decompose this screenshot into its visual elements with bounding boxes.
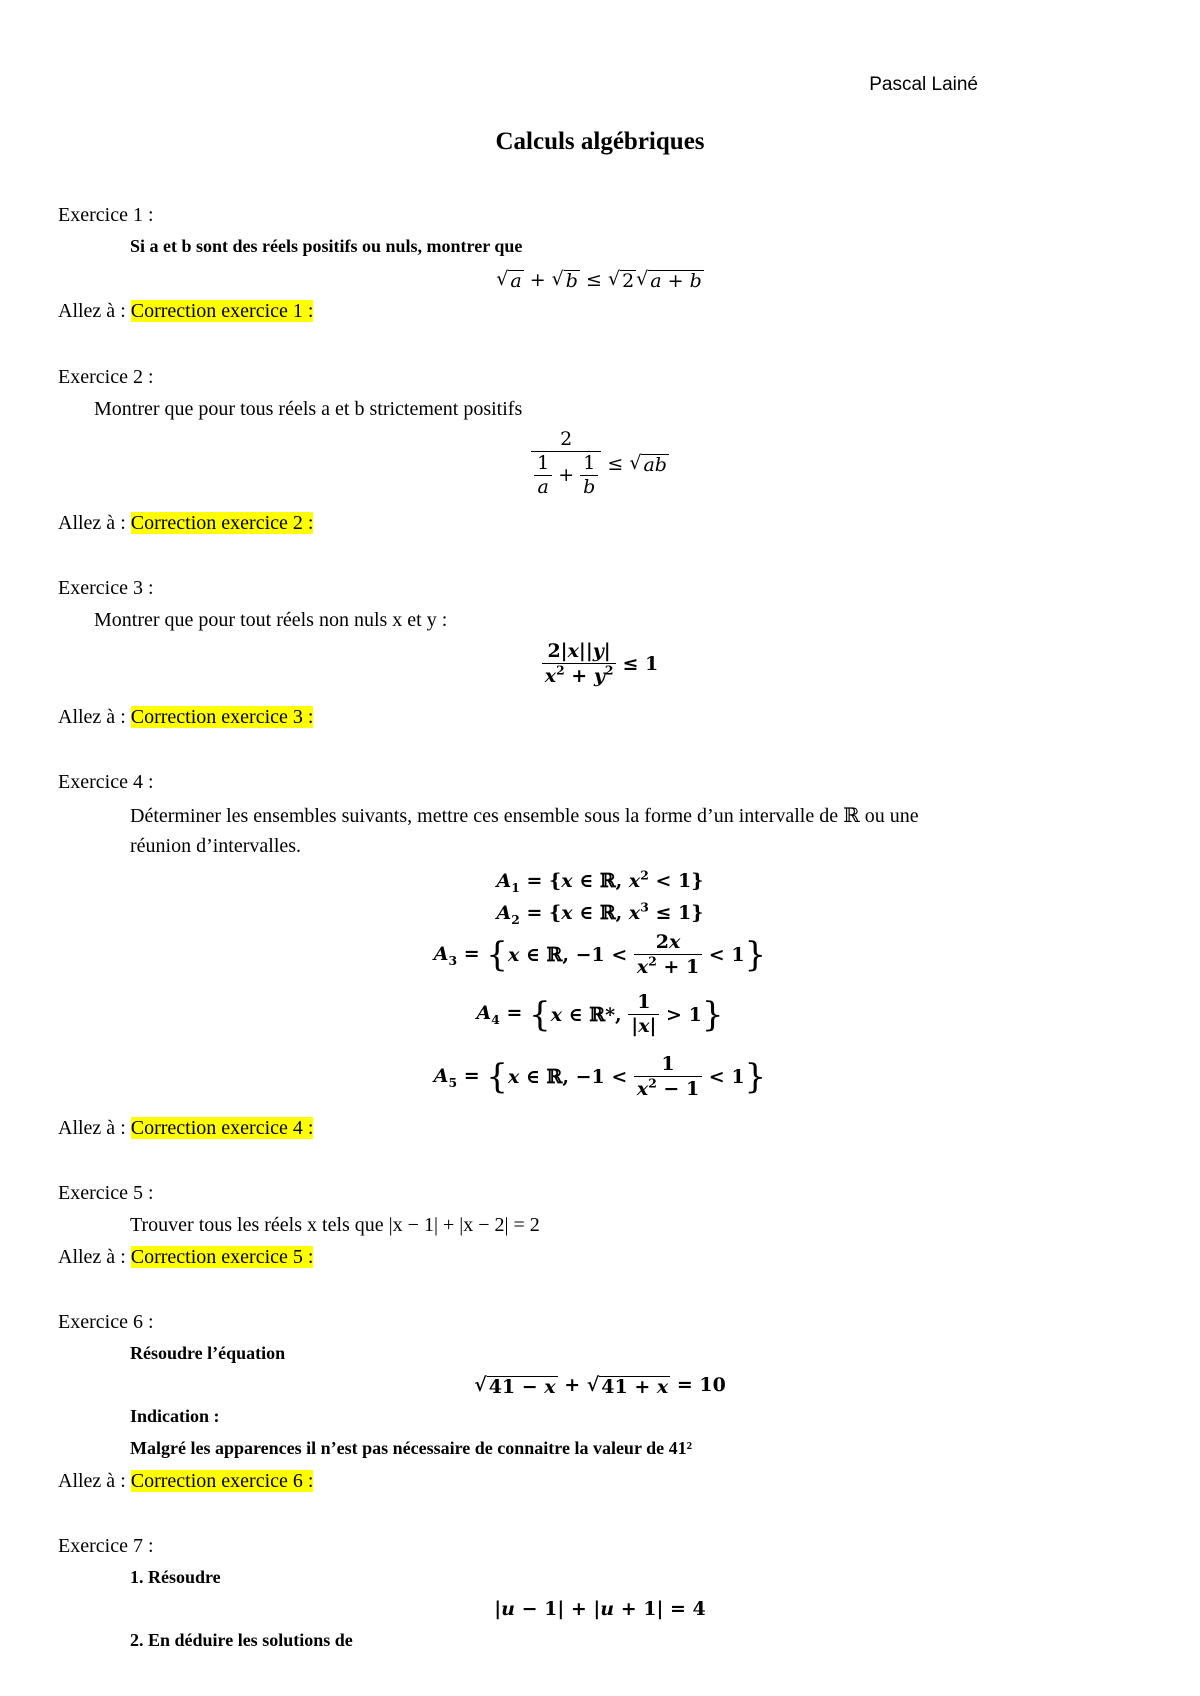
exercise-3-formula: $\frac{2|x||y|}{x^2 + y^2}$ ≤ 1 [0,640,1200,688]
exercise-2-statement: Montrer que pour tous réels a et b strictement positifs [94,398,523,420]
set-a1: $A_1 = \{x$ ∈ ℝ, $x^2 < 1$} [496,868,704,896]
exercise-1-statement: Si a et b sont des réels positifs ou nuls, montrer que [130,236,523,256]
exercise-7-formula: |u − 1| + |u + 1| = 4 [494,1598,706,1620]
exercise-6-heading: Exercice 6 : [58,1311,154,1333]
exercise-6-hint: Malgré les apparences il n’est pas nécessaire de connaitre la valeur de 41² [130,1438,693,1458]
set-a5: $A_5$ = { x ∈ ℝ, −1 < $\frac{1}{x^2 - 1}$ < 1 } [433,1053,767,1101]
exercise-1-formula: √ a + √ b ≤ √ 2 √ a + b [496,268,702,292]
set-a3: $A_3$ = { x ∈ ℝ, −1 < $\frac{2x}{x^2 + 1}$ < 1 } [433,931,767,979]
exercise-4-heading: Exercice 4 : [58,771,154,793]
set-a4: $A_4$ = { x ∈ ℝ*, $\frac{1}{|x|}$ > 1 } [476,991,724,1037]
author-name: Pascal Lainé [869,74,978,95]
correction-link-6[interactable]: Correction exercice 6 : [130,1470,314,1492]
exercise-6-hint-label: Indication : [130,1406,220,1426]
exercise-2-heading: Exercice 2 : [58,366,154,388]
correction-link-5[interactable]: Correction exercice 5 : [130,1246,314,1268]
exercise-1-heading: Exercice 1 : [58,204,154,226]
document-title: Calculs algébriques [495,128,705,155]
exercise-6-formula: √ 41 − x + √ 41 + x = 10 [474,1374,726,1398]
exercise-3-statement: Montrer que pour tout réels non nuls x et y : [94,609,448,631]
exercise-2-goto: Allez à : Correction exercice 2 : [58,512,314,534]
exercise-5-statement: Trouver tous les réels x tels que |x − 1| + |x − 2| = 2 [130,1214,540,1236]
correction-link-4[interactable]: Correction exercice 4 : [130,1117,314,1139]
correction-link-1[interactable]: Correction exercice 1 : [130,300,314,322]
exercise-4-goto: Allez à : Correction exercice 4 : [58,1117,314,1139]
exercise-5-heading: Exercice 5 : [58,1182,154,1204]
exercise-6-goto: Allez à : Correction exercice 6 : [58,1470,314,1492]
set-a2: $A_2 = \{x$ ∈ ℝ, $x^3 \le 1$} [496,900,704,928]
correction-link-2[interactable]: Correction exercice 2 : [130,512,314,534]
exercise-5-goto: Allez à : Correction exercice 5 : [58,1246,314,1268]
exercise-3-goto: Allez à : Correction exercice 3 : [58,706,314,728]
exercise-3-heading: Exercice 3 : [58,577,154,599]
exercise-1-goto: Allez à : Correction exercice 1 : [58,300,314,322]
exercise-6-statement: Résoudre l’équation [130,1343,286,1363]
exercise-4-statement-line1: Déterminer les ensembles suivants, mettre ces ensemble sous la forme d’un intervalle de ℝ ou une [130,805,919,827]
exercise-2-formula: 2 $\frac{1}{a}$ + $\frac{1}{b}$ ≤ √ ab [0,428,1200,498]
exercise-4-statement-line2: réunion d’intervalles. [130,835,302,857]
exercise-7-heading: Exercice 7 : [58,1535,154,1557]
exercise-7-item-1: 1. Résoudre [130,1567,221,1587]
exercise-7-item-2: 2. En déduire les solutions de [130,1630,353,1650]
correction-link-3[interactable]: Correction exercice 3 : [130,706,314,728]
